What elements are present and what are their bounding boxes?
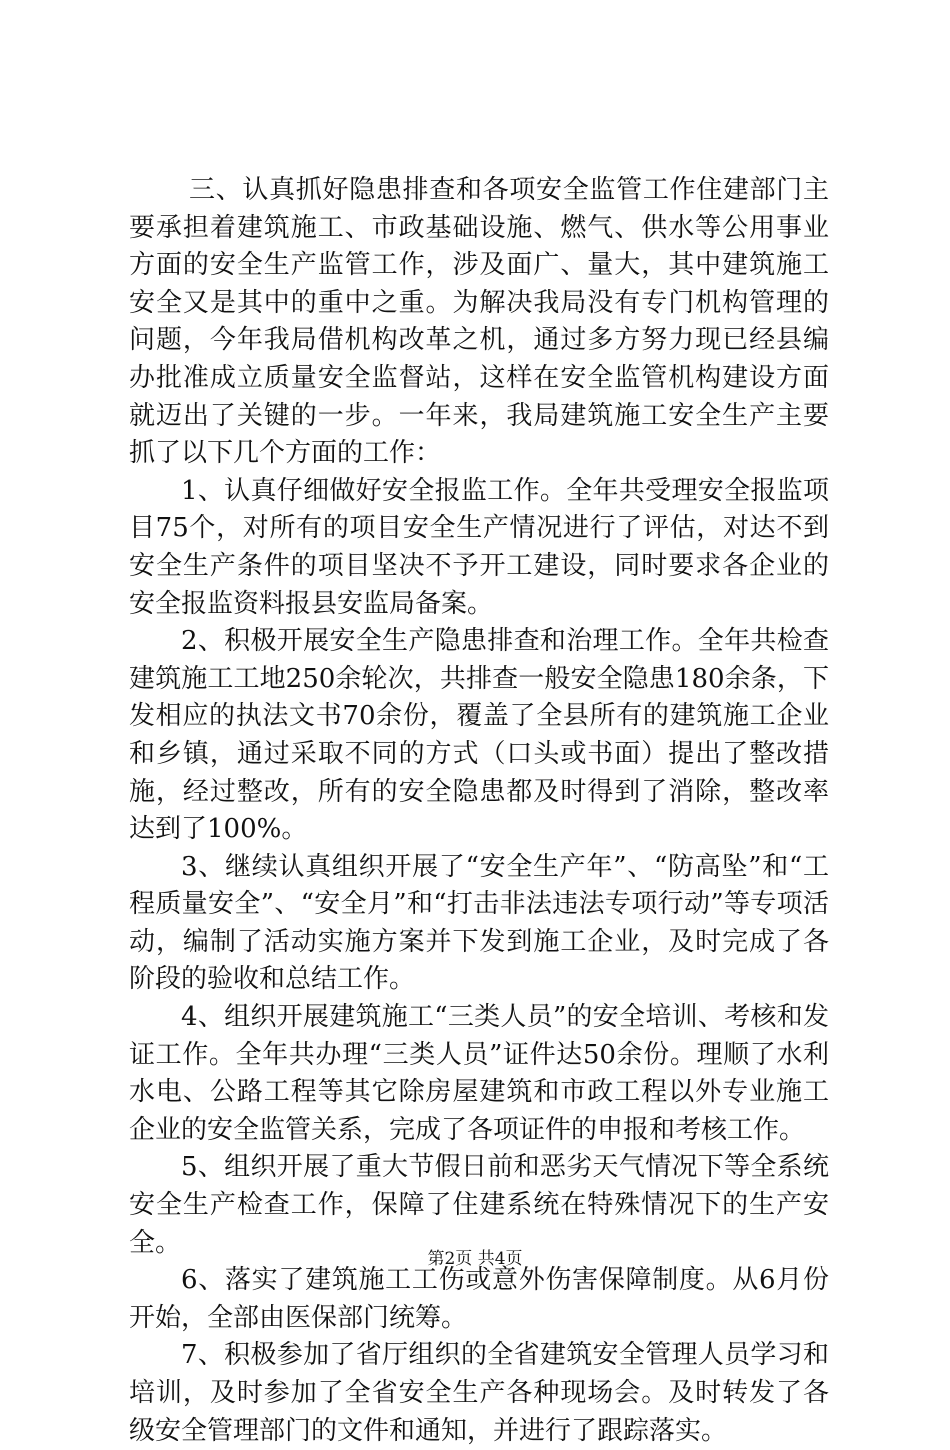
- paragraph-item-5: 5、组织开展了重大节假日前和恶劣天气情况下等全系统安全生产检查工作，保障了住建系统在特殊情况下的生产安全。: [129, 1152, 829, 1258]
- page-number-footer: 第2页 共4页: [427, 1249, 523, 1269]
- paragraph-item-2: 2、积极开展安全生产隐患排查和治理工作。全年共检查建筑施工工地250余轮次，共排查一般安全隐患180余条，下发相应的执法文书70余份，覆盖了全县所有的建筑施工企业和乡镇，通过采取不同的方式（口头或书面）提出了整改措施，经过整改，所有的安全隐患都及时得到了消除，整改率达到了100%。: [129, 626, 829, 845]
- paragraph-item-1: 1、认真仔细做好安全报监工作。全年共受理安全报监项目75个，对所有的项目安全生产情况进行了评估，对达不到安全生产条件的项目坚决不予开工建设，同时要求各企业的安全报监资料报县安监局备案。: [129, 475, 829, 619]
- paragraph-item-3: 3、继续认真组织开展了“安全生产年”、“防高坠”和“工程质量安全”、“安全月”和“打击非法违法专项行动”等专项活动，编制了活动实施方案并下发到施工企业，及时完成了各阶段的验收和总结工作。: [129, 851, 829, 995]
- paragraph-item-7: 7、积极参加了省厅组织的全省建筑安全管理人员学习和培训，及时参加了全省安全生产各种现场会。及时转发了各级安全管理部门的文件和通知，并进行了跟踪落实。: [129, 1340, 829, 1446]
- paragraph-item-6: 6、落实了建筑施工工伤或意外伤害保障制度。从6月份开始，全部由医保部门统筹。: [129, 1265, 829, 1333]
- paragraph-section-three: 三、认真抓好隐患排查和各项安全监管工作住建部门主要承担着建筑施工、市政基础设施、燃气、供水等公用事业方面的安全生产监管工作，涉及面广、量大，其中建筑施工安全又是其中的重中之重。为解决我局没有专门机构管理的问题，今年我局借机构改革之机，通过多方努力现已经县编办批准成立质量安全监督站，这样在安全监管机构建设方面就迈出了关键的一步。一年来，我局建筑施工安全生产主要抓了以下几个方面的工作：: [129, 175, 829, 469]
- paragraph-item-4: 4、组织开展建筑施工“三类人员”的安全培训、考核和发证工作。全年共办理“三类人员”证件达50余份。理顺了水利水电、公路工程等其它除房屋建筑和市政工程以外专业施工企业的安全监管关系，完成了各项证件的申报和考核工作。: [129, 1002, 829, 1145]
